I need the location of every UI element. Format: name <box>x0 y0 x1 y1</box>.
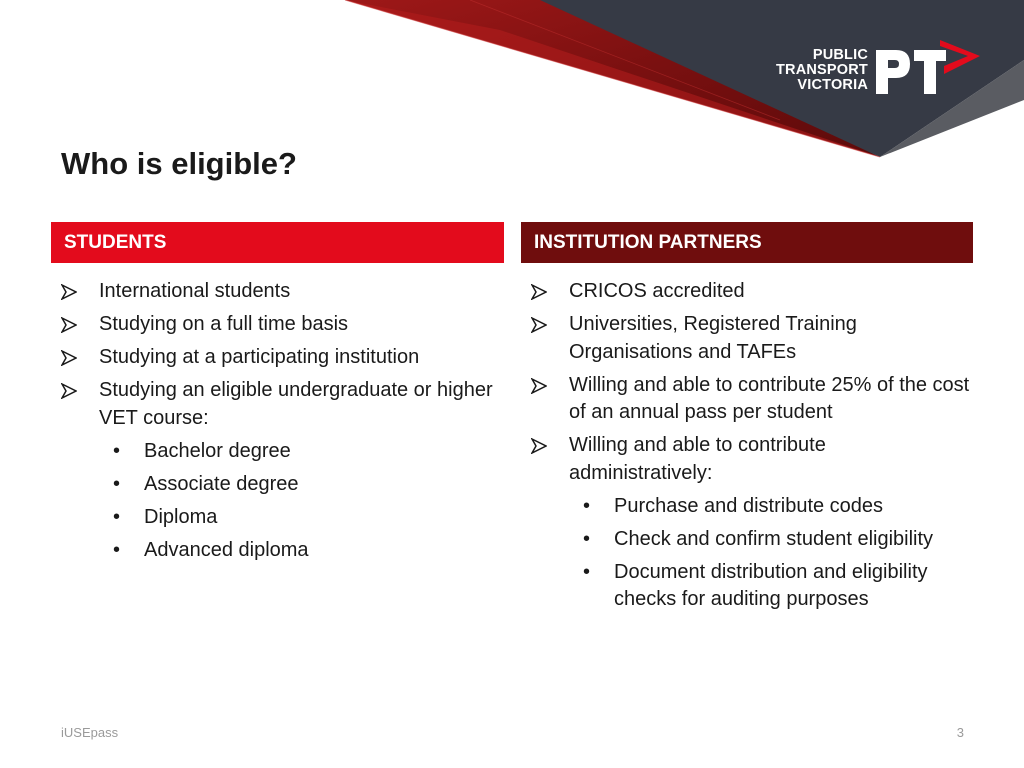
arrow-bullet-icon <box>61 284 77 300</box>
bullet-dot-icon: • <box>583 527 591 550</box>
list-item: Studying at a participating institution <box>61 344 501 372</box>
arrow-bullet-icon <box>61 350 77 366</box>
ptv-logo <box>772 34 987 104</box>
arrow-bullet-icon <box>531 438 547 454</box>
slide-title: Who is eligible? <box>61 146 297 181</box>
arrow-bullet-icon <box>531 284 547 300</box>
bullet-dot-icon: • <box>583 494 591 517</box>
arrow-bullet-icon <box>61 317 77 333</box>
students-column <box>61 278 501 570</box>
bullet-dot-icon: • <box>583 560 591 583</box>
sub-list-item: • Document distribution and eligibility checks for auditing purposes <box>583 560 928 610</box>
institution-partners-header: INSTITUTION PARTNERS <box>521 222 973 263</box>
footer-label: iUSEpass <box>61 725 119 740</box>
list-item: Studying on a full time basis <box>61 311 501 339</box>
sub-list-item: • Associate degree <box>61 471 501 499</box>
partners-column <box>531 278 971 619</box>
sub-list-item: • Advanced diploma <box>61 537 501 565</box>
page-number: 3 <box>956 725 964 740</box>
bullet-dot-icon: • <box>113 472 121 495</box>
list-item: Studying an eligible undergraduate or higher VET course: <box>61 377 501 432</box>
arrow-bullet-icon <box>61 383 77 399</box>
list-item: Willing and able to contribute 25% of the cost of an annual pass per student <box>531 372 971 427</box>
logo-wordmark: PUBLIC TRANSPORT VICTORIA <box>775 47 868 93</box>
bullet-dot-icon: • <box>113 538 121 561</box>
list-item: CRICOS accredited <box>531 278 971 306</box>
sub-list-item: • Diploma <box>61 504 501 532</box>
list-item: Universities, Registered Training Organisations and TAFEs <box>531 311 971 366</box>
admin-sublist <box>531 493 971 614</box>
pt-logo-icon <box>874 34 984 100</box>
bullet-dot-icon: • <box>113 439 121 462</box>
sub-list-item: • Check and confirm student eligibility <box>531 526 971 554</box>
course-sublist <box>61 438 501 565</box>
sub-list-item: • Purchase and distribute codes <box>531 493 971 521</box>
bullet-dot-icon: • <box>113 505 121 528</box>
sub-list-item: • Bachelor degree <box>61 438 501 466</box>
list-item: International students <box>61 278 501 306</box>
students-header: STUDENTS <box>51 222 504 263</box>
list-item: Willing and able to contribute administratively: <box>531 432 971 487</box>
arrow-bullet-icon <box>531 317 547 333</box>
arrow-bullet-icon <box>531 378 547 394</box>
